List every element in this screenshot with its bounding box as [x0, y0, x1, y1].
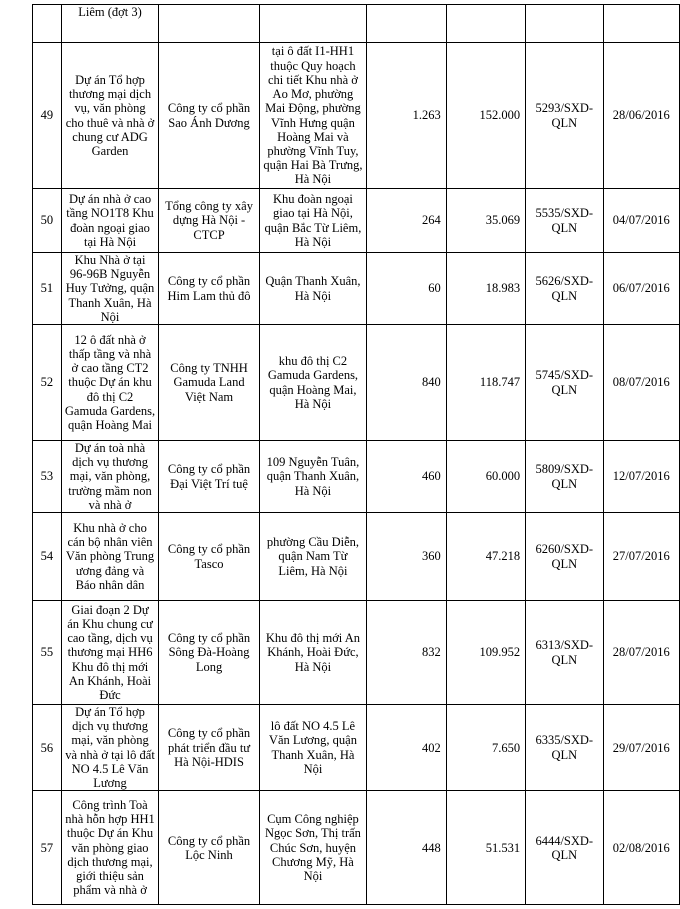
- cell-area: 47.218: [446, 513, 525, 601]
- cell-stt: 56: [33, 705, 62, 791]
- cell-units: 448: [367, 791, 447, 905]
- cell-location: phường Cầu Diễn, quận Nam Từ Liêm, Hà Nội: [259, 513, 366, 601]
- cell-project: Dự án toà nhà dịch vụ thương mại, văn phòng, trường mầm non và nhà ở: [61, 441, 158, 513]
- cell-doc-no: 5626/SXD-QLN: [526, 253, 603, 325]
- cell-investor: Công ty cổ phần Tasco: [159, 513, 260, 601]
- cell-area: 35.069: [446, 189, 525, 253]
- cell-investor: Công ty cổ phần Him Lam thủ đô: [159, 253, 260, 325]
- cell-doc-no: 6313/SXD-QLN: [526, 601, 603, 705]
- cell-doc-no: 6444/SXD-QLN: [526, 791, 603, 905]
- cell-project: Giai đoạn 2 Dự án Khu chung cư cao tầng, dịch vụ thương mại HH6 Khu đô thị mới An Khánh, Hoài Đức: [61, 601, 158, 705]
- cell-project: Dự án Tổ hợp thương mại dịch vụ, văn phòng cho thuê và nhà ở chung cư ADG Garden: [61, 43, 158, 189]
- cell-date: 06/07/2016: [603, 253, 680, 325]
- cell-location: Khu đoàn ngoại giao tại Hà Nội, quận Bắc Từ Liêm, Hà Nội: [259, 189, 366, 253]
- cell-location: khu đô thị C2 Gamuda Gardens, quận Hoàng Mai, Hà Nội: [259, 325, 366, 441]
- cell-date: 12/07/2016: [603, 441, 680, 513]
- cell-date: 02/08/2016: [603, 791, 680, 905]
- housing-projects-table: [32, 4, 680, 905]
- cell-investor: Công ty cổ phần Đại Việt Trí tuệ: [159, 441, 260, 513]
- table-row: [33, 791, 680, 905]
- cell-doc-no: 5809/SXD-QLN: [526, 441, 603, 513]
- cell-units: 460: [367, 441, 447, 513]
- cell-investor: Công ty cổ phần Lộc Ninh: [159, 791, 260, 905]
- cell-investor: Công ty cổ phần Sao Ánh Dương: [159, 43, 260, 189]
- cell-area: 18.983: [446, 253, 525, 325]
- cell-doc-no: 5293/SXD-QLN: [526, 43, 603, 189]
- cell-area: 60.000: [446, 441, 525, 513]
- cell-doc-no: 6335/SXD-QLN: [526, 705, 603, 791]
- cell-location: lô đất NO 4.5 Lê Văn Lương, quận Thanh Xuân, Hà Nội: [259, 705, 366, 791]
- cell-date: 28/07/2016: [603, 601, 680, 705]
- cell-stt: 57: [33, 791, 62, 905]
- cell-date: 27/07/2016: [603, 513, 680, 601]
- cell-location: Quận Thanh Xuân, Hà Nội: [259, 253, 366, 325]
- table-row: [33, 43, 680, 189]
- cell-investor: Công ty cổ phần Sông Đà-Hoàng Long: [159, 601, 260, 705]
- table-row-continuation: [33, 5, 680, 43]
- cell-area: 118.747: [446, 325, 525, 441]
- table-row: [33, 441, 680, 513]
- cell-location: Khu đô thị mới An Khánh, Hoài Đức, Hà Nội: [259, 601, 366, 705]
- cell-project: 12 ô đất nhà ở thấp tầng và nhà ở cao tầng CT2 thuộc Dự án khu đô thị C2 Gamuda Gardens, quận Hoàng Mai: [61, 325, 158, 441]
- cell-area: 152.000: [446, 43, 525, 189]
- cell-units: 360: [367, 513, 447, 601]
- cell-investor: Tổng công ty xây dựng Hà Nội - CTCP: [159, 189, 260, 253]
- cell-units: 1.263: [367, 43, 447, 189]
- cell-units: 264: [367, 189, 447, 253]
- cell-location: tại ô đất I1-HH1 thuộc Quy hoạch chi tiết Khu nhà ở Ao Mơ, phường Mai Động, phường Vĩnh Hưng quận Hoàng Mai và phường Vĩnh Tuy, quận Hai Bà Trưng, Hà Nội: [259, 43, 366, 189]
- cell-project: Khu nhà ở cho cán bộ nhân viên Văn phòng Trung ương đảng và Báo nhân dân: [61, 513, 158, 601]
- table-row: [33, 253, 680, 325]
- cell-units: 60: [367, 253, 447, 325]
- cell-doc-no: 5535/SXD-QLN: [526, 189, 603, 253]
- cell-investor: Công ty cổ phần phát triển đầu tư Hà Nội-HDIS: [159, 705, 260, 791]
- cell-stt: 54: [33, 513, 62, 601]
- cell-area: 7.650: [446, 705, 525, 791]
- cell-project: Khu Nhà ở tại 96-96B Nguyễn Huy Tưởng, quận Thanh Xuân, Hà Nội: [61, 253, 158, 325]
- table-row: [33, 189, 680, 253]
- cell-stt: 53: [33, 441, 62, 513]
- cell-date: 28/06/2016: [603, 43, 680, 189]
- cell-stt: 52: [33, 325, 62, 441]
- table-row: [33, 325, 680, 441]
- table-row: [33, 601, 680, 705]
- cell-stt: 55: [33, 601, 62, 705]
- table-row: [33, 705, 680, 791]
- cell-date: 29/07/2016: [603, 705, 680, 791]
- cell-units: 840: [367, 325, 447, 441]
- cell-area: 51.531: [446, 791, 525, 905]
- cell-doc-no: 6260/SXD-QLN: [526, 513, 603, 601]
- cell-units: 402: [367, 705, 447, 791]
- cell-stt: 50: [33, 189, 62, 253]
- cell-doc-no: 5745/SXD-QLN: [526, 325, 603, 441]
- cell-project: Công trình Toà nhà hỗn hợp HH1 thuộc Dự án Khu văn phòng giao dịch thương mại, giới thiệu sản phẩm và nhà ở: [61, 791, 158, 905]
- cell-project: Dự án Tổ hợp dịch vụ thương mại, văn phòng và nhà ở tại lô đất NO 4.5 Lê Văn Lương: [61, 705, 158, 791]
- cell-location: Cụm Công nghiệp Ngọc Sơn, Thị trấn Chúc Sơn, huyện Chương Mỹ, Hà Nội: [259, 791, 366, 905]
- cell-stt: 49: [33, 43, 62, 189]
- cell-stt: 51: [33, 253, 62, 325]
- cell-area: 109.952: [446, 601, 525, 705]
- cell-date: 08/07/2016: [603, 325, 680, 441]
- table-row: [33, 513, 680, 601]
- cell-project: Dự án nhà ở cao tầng NO1T8 Khu đoàn ngoại giao tại Hà Nội: [61, 189, 158, 253]
- cell-investor: Công ty TNHH Gamuda Land Việt Nam: [159, 325, 260, 441]
- cell-date: 04/07/2016: [603, 189, 680, 253]
- cell-project: Liêm (đợt 3): [61, 5, 158, 43]
- cell-location: 109 Nguyễn Tuân, quận Thanh Xuân, Hà Nội: [259, 441, 366, 513]
- cell-units: 832: [367, 601, 447, 705]
